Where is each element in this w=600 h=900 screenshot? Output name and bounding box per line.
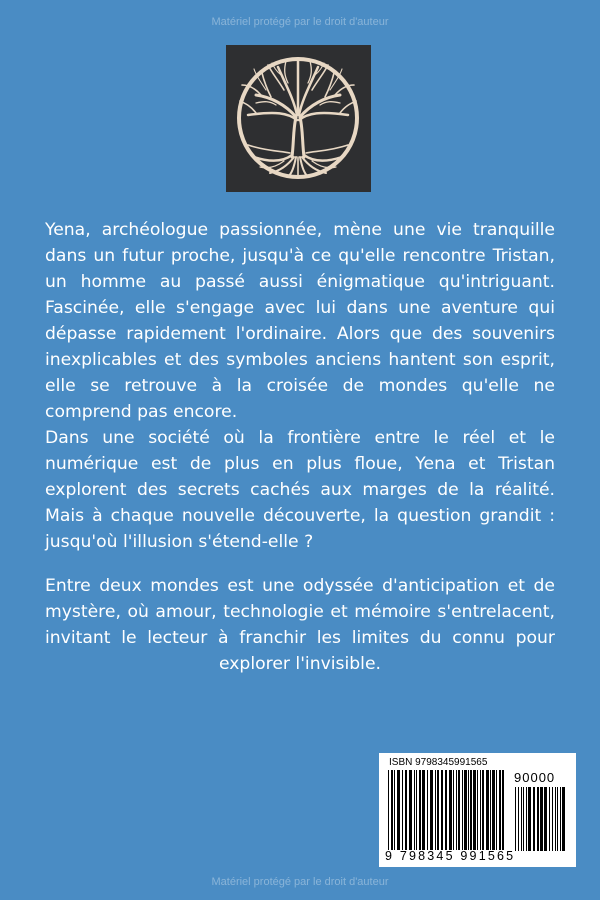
copyright-watermark-top: Matériel protégé par le droit d'auteur [211, 16, 389, 28]
description-paragraph-2: Dans une société où la frontière entre le réel et le numérique est de plus en plus floue, Yena et Tristan explorent des secrets cachés aux marges de la réalité. Mais à chaque nouvelle découverte, la question grandit : jusqu'où l'illusion s'étend-elle ? [45, 428, 555, 552]
isbn-label: ISBN 9798345991565 [389, 757, 488, 768]
barcode-addon-bars [514, 787, 568, 851]
barcode-digits: 9 798345 991565 [385, 849, 516, 863]
description-paragraph-1: Yena, archéologue passionnée, mène une vie tranquille dans un futur proche, jusqu'à ce qu'elle rencontre Tristan, un homme au passé aussi énigmatique qu'intriguant. Fascinée, elle s'engage avec lui dans une aventure qui dépasse rapidement l'ordinaire. Alors que des souvenirs inexplicables et des symboles anciens hantent son esprit, elle se retrouve à la croisée de mondes qu'elle ne comprend pas encore. [45, 220, 555, 422]
isbn-barcode [379, 753, 576, 867]
barcode-main-bars [387, 770, 507, 850]
description-paragraph-3: Entre deux mondes est une odyssée d'anticipation et de mystère, où amour, technologie et mémoire s'entrelacent, invitant le lecteur à franchir les limites du connu pour explorer l'invisible. [45, 576, 555, 674]
tree-of-life-icon [226, 45, 371, 192]
tree-of-life-logo [226, 45, 371, 192]
price-code: 90000 [514, 770, 556, 785]
copyright-watermark-bottom: Matériel protégé par le droit d'auteur [211, 876, 389, 888]
